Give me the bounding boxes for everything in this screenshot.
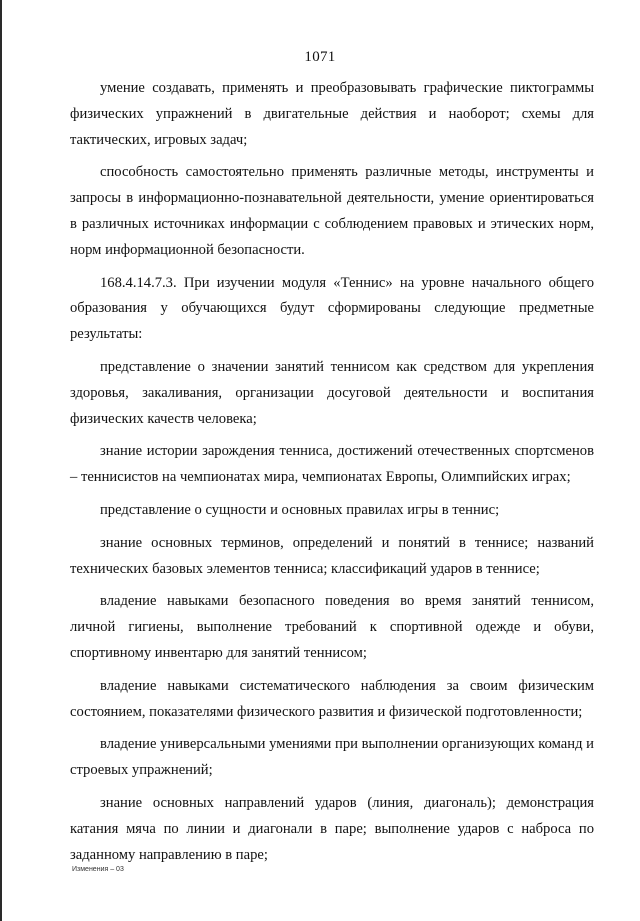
paragraph: умение создавать, применять и преобразовывать графические пиктограммы физических упражнений в двигательные действия и наоборот; схемы для тактических, игровых задач;	[70, 80, 594, 148]
page-number: 1071	[304, 49, 336, 65]
paragraph: владение навыками безопасного поведения во время занятий теннисом, личной гигиены, выполнение требований к спортивной одежде и обуви, спортивному инвентарю для занятий теннисом;	[70, 593, 594, 661]
document-body	[70, 76, 594, 875]
paragraph: знание основных терминов, определений и понятий в теннисе; названий технических базовых элементов тенниса; классификаций ударов в теннисе;	[70, 534, 594, 577]
paragraph: способность самостоятельно применять различные методы, инструменты и запросы в информационно-познавательной деятельности, умение ориентироваться в различных источниках информации с соблюдением правовых и этических норм, норм информационной безопасности.	[70, 164, 594, 258]
paragraph: 168.4.14.7.3. При изучении модуля «Теннис» на уровне начального общего образования у обучающихся будут сформированы следующие предметные результаты:	[70, 274, 594, 343]
paragraph: знание основных направлений ударов (линия, диагональ); демонстрация катания мяча по линии и диагонали в паре; выполнение ударов с наброса по заданному направлению в паре;	[70, 794, 594, 863]
footer-revision-note: Изменения – 03	[72, 866, 124, 873]
paragraph: представление о значении занятий теннисом как средством для укрепления здоровья, закаливания, организации досуговой деятельности и воспитания физических качеств человека;	[70, 358, 594, 427]
paragraph: владение навыками систематического наблюдения за своим физическим состоянием, показателями физического развития и физической подготовленности;	[70, 677, 594, 720]
paragraph: владение универсальными умениями при выполнении организующих команд и строевых упражнений;	[70, 736, 594, 779]
paragraph: представление о сущности и основных правилах игры в теннис;	[100, 501, 500, 518]
page-edge-line	[0, 0, 2, 921]
paragraph: знание истории зарождения тенниса, достижений отечественных спортсменов – теннисистов на чемпионатах мира, чемпионатах Европы, Олимпийских играх;	[70, 443, 594, 486]
